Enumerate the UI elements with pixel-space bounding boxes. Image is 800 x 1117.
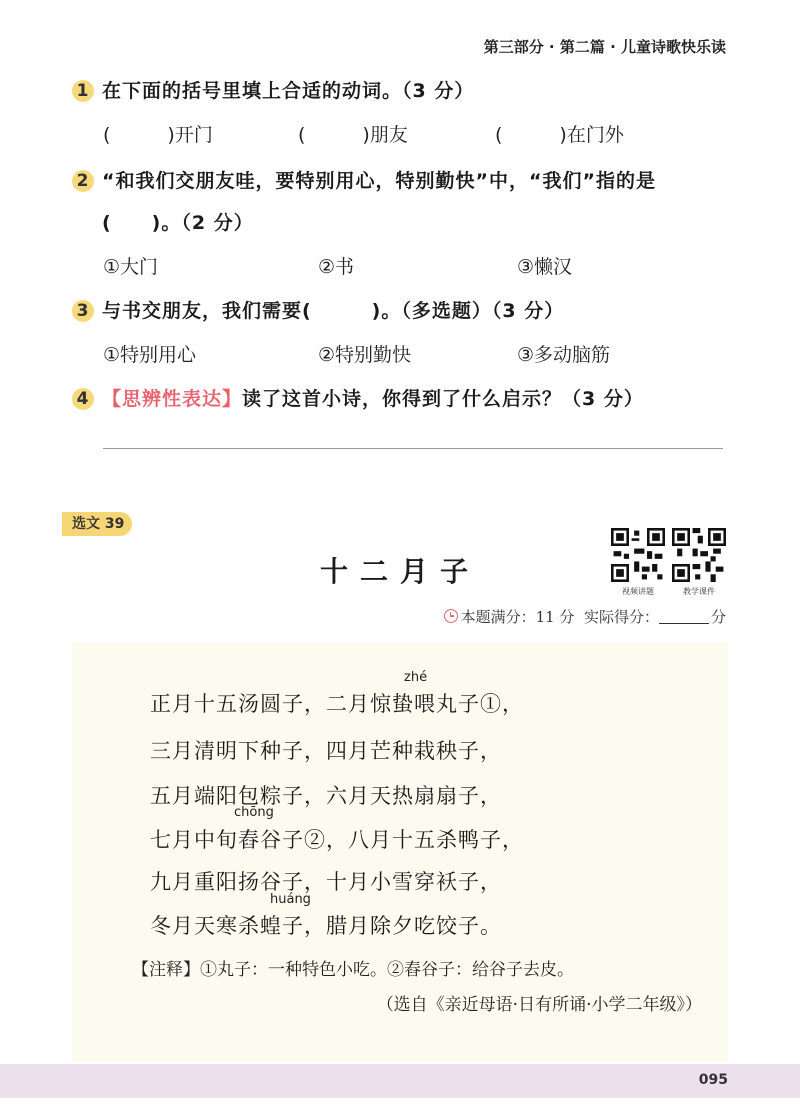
actual-score-input[interactable] bbox=[659, 609, 709, 624]
poem-line: 五月端阳包粽子，六月天热扇扇子， bbox=[150, 784, 502, 808]
question-text-cont: ( )。（2 分） bbox=[102, 212, 254, 234]
full-score-text: 本题满分：11 分 bbox=[460, 608, 575, 626]
pinyin-annotation: zhé bbox=[404, 670, 428, 685]
question-number-badge: 1 bbox=[72, 80, 94, 102]
poem-line: 三月清明下种子，四月芒种栽秧子， bbox=[150, 739, 502, 763]
choice-option[interactable]: ③多动脑筋 bbox=[517, 344, 611, 366]
score-unit: 分 bbox=[710, 608, 726, 626]
qr-code-courseware-icon[interactable] bbox=[672, 528, 726, 582]
poem-line: 冬月天寒杀蝗子，腊月除夕吃饺子。 bbox=[150, 914, 502, 938]
page-number: 095 bbox=[698, 1072, 728, 1088]
question-3 bbox=[72, 296, 564, 323]
answer-blank[interactable]: ( )在门外 bbox=[495, 124, 624, 146]
poem-note: 【注释】①丸子：一种特色小吃。②舂谷子：给谷子去皮。 bbox=[132, 960, 574, 980]
question-tag: 【思辨性表达】 bbox=[102, 388, 243, 410]
poem-line: 正月十五汤圆子，二月惊蛰喂丸子①， bbox=[150, 692, 524, 716]
answer-blank[interactable]: ( )朋友 bbox=[298, 124, 408, 146]
question-number-badge: 4 bbox=[72, 388, 94, 410]
pinyin-annotation: huáng bbox=[270, 892, 311, 907]
qr-label: 教学课件 bbox=[683, 587, 715, 596]
clock-icon bbox=[444, 609, 458, 623]
answer-line[interactable] bbox=[103, 448, 723, 449]
poem-title: 十二月子 bbox=[319, 555, 480, 588]
poem-line: 九月重阳扬谷子，十月小雪穿袄子， bbox=[150, 870, 502, 894]
footer-band bbox=[0, 1064, 800, 1098]
poem-source: （选自《亲近母语·日有所诵·小学二年级》） bbox=[376, 995, 702, 1015]
question-2 bbox=[72, 166, 656, 193]
question-4 bbox=[72, 384, 644, 411]
choice-option[interactable]: ①特别用心 bbox=[103, 344, 197, 366]
question-text: “和我们交朋友哇，要特别用心，特别勤快”中，“我们”指的是 bbox=[102, 170, 656, 192]
pinyin-annotation: chōng bbox=[234, 805, 274, 820]
qr-code-video-icon[interactable] bbox=[611, 528, 665, 582]
actual-score-label: 实际得分： bbox=[583, 608, 659, 626]
answer-blank[interactable]: ( )开门 bbox=[103, 124, 213, 146]
choice-option[interactable]: ②特别勤快 bbox=[318, 344, 412, 366]
choice-option[interactable]: ①大门 bbox=[103, 256, 159, 278]
question-number-badge: 2 bbox=[72, 170, 94, 192]
question-text: 在下面的括号里填上合适的动词。（3 分） bbox=[102, 80, 475, 102]
page-header-title: 第三部分 · 第二篇 · 儿童诗歌快乐读 bbox=[483, 38, 726, 56]
question-number-badge: 3 bbox=[72, 300, 94, 322]
choice-option[interactable]: ②书 bbox=[318, 256, 355, 278]
question-1 bbox=[72, 76, 474, 103]
choice-option[interactable]: ③懒汉 bbox=[517, 256, 573, 278]
poem-line: 七月中旬舂谷子②，八月十五杀鸭子， bbox=[150, 828, 524, 852]
question-text: 与书交朋友，我们需要( )。（多选题）（3 分） bbox=[102, 300, 565, 322]
qr-label: 视频讲题 bbox=[622, 587, 654, 596]
question-text: 读了这首小诗，你得到了什么启示？（3 分） bbox=[242, 388, 644, 410]
section-label: 选文 39 bbox=[62, 512, 132, 536]
score-row bbox=[444, 606, 726, 627]
